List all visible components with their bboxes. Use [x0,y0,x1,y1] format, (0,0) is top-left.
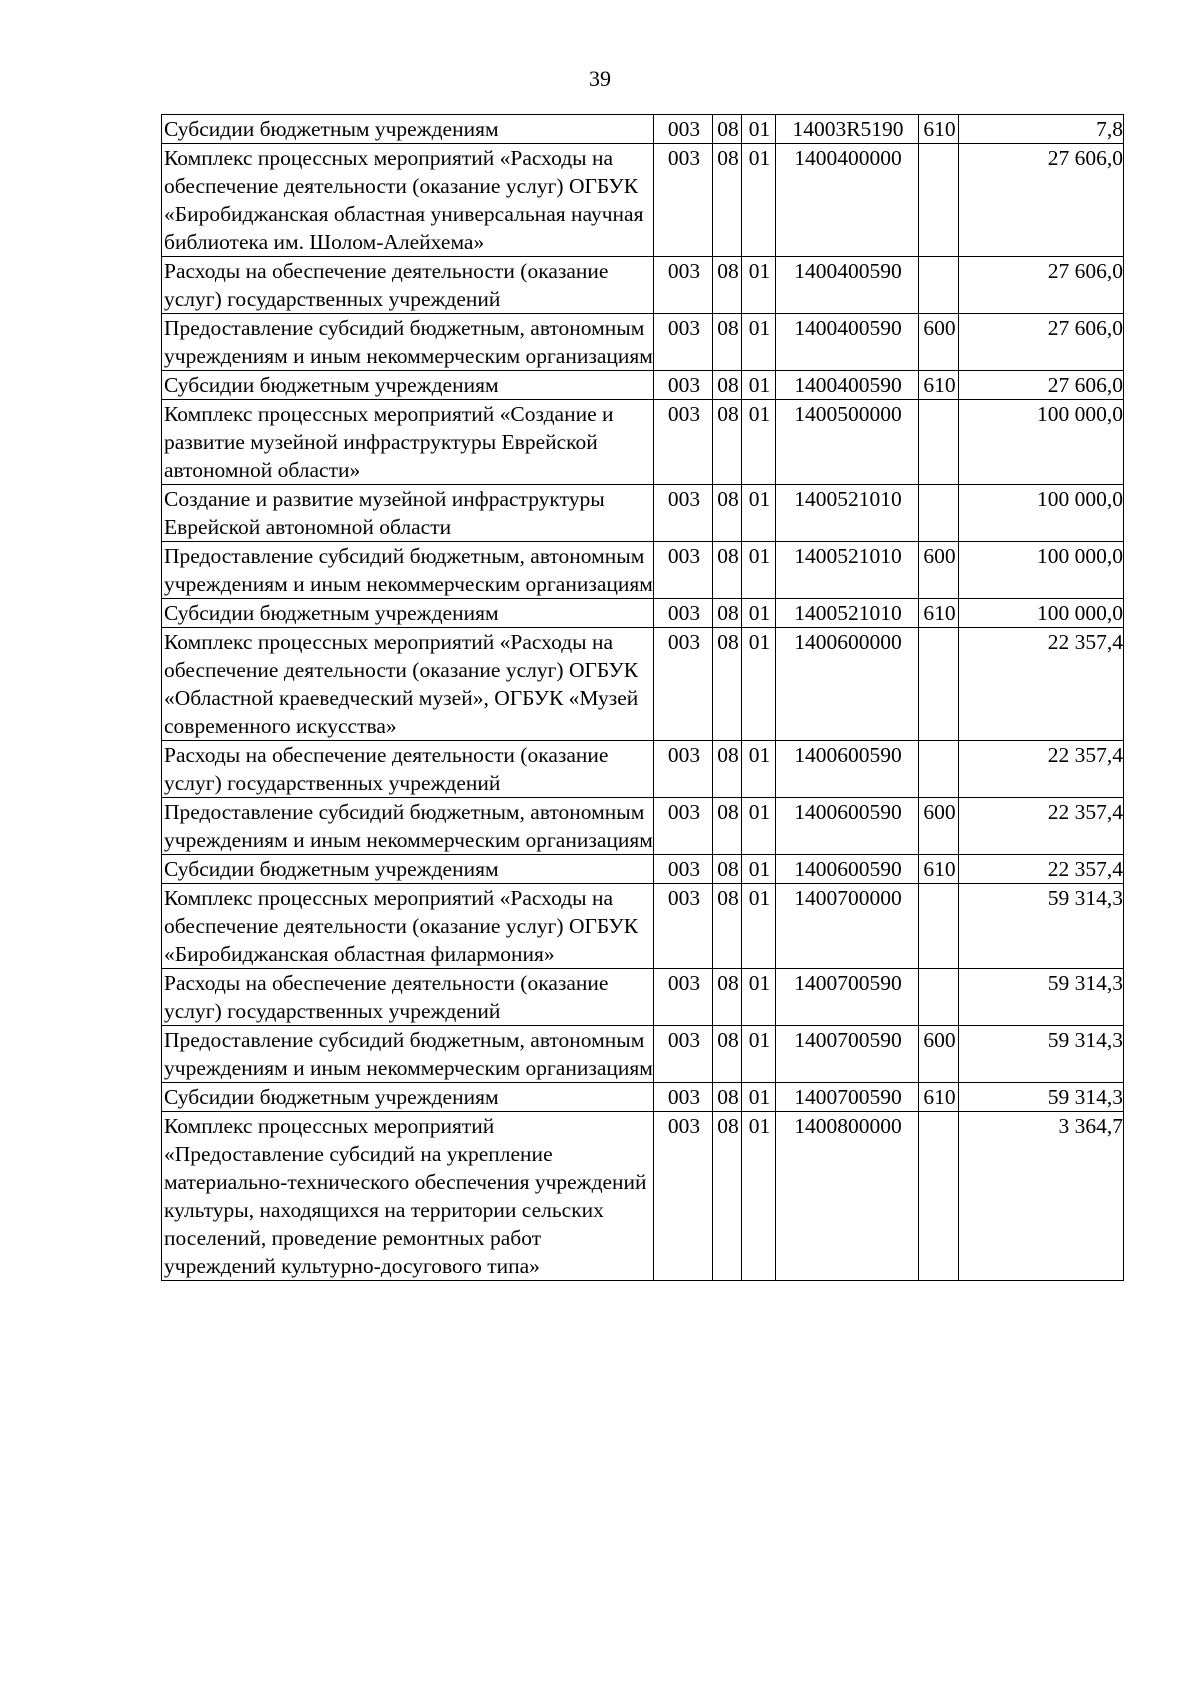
amount-cell: 59 314,3 [959,1026,1124,1083]
expense-name-cell: Расходы на обеспечение деятельности (оказание услуг) государственных учреждений [162,741,654,798]
amount-cell: 7,8 [959,115,1124,144]
section-code-cell: 08 [713,798,742,855]
subsection-code-cell: 01 [742,1112,776,1281]
expense-kind-cell [919,144,959,257]
subsection-code-cell: 01 [742,1083,776,1112]
expense-name-cell: Предоставление субсидий бюджетным, автономным учреждениям и иным некоммерческим организациям [162,798,654,855]
amount-cell: 100 000,0 [959,599,1124,628]
admin-code-cell: 003 [654,741,713,798]
table-row [162,1112,1124,1281]
admin-code-cell: 003 [654,542,713,599]
budget-table [161,114,1124,1281]
section-code-cell: 08 [713,969,742,1026]
expense-kind-cell [919,1112,959,1281]
admin-code-cell: 003 [654,485,713,542]
subsection-code-cell: 01 [742,542,776,599]
target-article-cell: 1400700000 [776,884,919,969]
table-row [162,115,1124,144]
expense-kind-cell: 600 [919,542,959,599]
section-code-cell: 08 [713,144,742,257]
target-article-cell: 1400700590 [776,969,919,1026]
target-article-cell: 1400700590 [776,1026,919,1083]
table-row [162,400,1124,485]
target-article-cell: 1400600000 [776,628,919,741]
target-article-cell: 14003R5190 [776,115,919,144]
admin-code-cell: 003 [654,144,713,257]
target-article-cell: 1400400590 [776,371,919,400]
admin-code-cell: 003 [654,855,713,884]
expense-name-cell: Субсидии бюджетным учреждениям [162,1083,654,1112]
section-code-cell: 08 [713,1026,742,1083]
section-code-cell: 08 [713,371,742,400]
admin-code-cell: 003 [654,884,713,969]
expense-name-cell: Комплекс процессных мероприятий «Расходы на обеспечение деятельности (оказание услуг) ОГБУК «Биробиджанская областная филармония» [162,884,654,969]
expense-kind-cell [919,884,959,969]
admin-code-cell: 003 [654,1112,713,1281]
table-row [162,884,1124,969]
section-code-cell: 08 [713,628,742,741]
table-row [162,144,1124,257]
amount-cell: 27 606,0 [959,257,1124,314]
table-row [162,1083,1124,1112]
amount-cell: 22 357,4 [959,741,1124,798]
admin-code-cell: 003 [654,314,713,371]
amount-cell: 100 000,0 [959,400,1124,485]
expense-kind-cell [919,485,959,542]
table-row [162,257,1124,314]
table-row [162,1026,1124,1083]
admin-code-cell: 003 [654,969,713,1026]
section-code-cell: 08 [713,884,742,969]
table-row [162,599,1124,628]
expense-kind-cell: 610 [919,855,959,884]
table-row [162,798,1124,855]
target-article-cell: 1400400590 [776,314,919,371]
expense-name-cell: Субсидии бюджетным учреждениям [162,115,654,144]
table-row [162,371,1124,400]
subsection-code-cell: 01 [742,314,776,371]
expense-name-cell: Комплекс процессных мероприятий «Расходы на обеспечение деятельности (оказание услуг) ОГБУК «Биробиджанская областная универсальная научная библиотека им. Шолом-Алейхема» [162,144,654,257]
target-article-cell: 1400800000 [776,1112,919,1281]
subsection-code-cell: 01 [742,855,776,884]
subsection-code-cell: 01 [742,884,776,969]
amount-cell: 22 357,4 [959,798,1124,855]
amount-cell: 100 000,0 [959,485,1124,542]
admin-code-cell: 003 [654,257,713,314]
subsection-code-cell: 01 [742,144,776,257]
table-row [162,485,1124,542]
section-code-cell: 08 [713,542,742,599]
table-row [162,542,1124,599]
target-article-cell: 1400400590 [776,257,919,314]
admin-code-cell: 003 [654,798,713,855]
expense-kind-cell: 610 [919,599,959,628]
target-article-cell: 1400600590 [776,741,919,798]
table-row [162,855,1124,884]
expense-name-cell: Расходы на обеспечение деятельности (оказание услуг) государственных учреждений [162,969,654,1026]
expense-kind-cell: 610 [919,371,959,400]
target-article-cell: 1400521010 [776,485,919,542]
subsection-code-cell: 01 [742,257,776,314]
admin-code-cell: 003 [654,599,713,628]
subsection-code-cell: 01 [742,1026,776,1083]
amount-cell: 27 606,0 [959,314,1124,371]
section-code-cell: 08 [713,485,742,542]
expense-kind-cell [919,257,959,314]
expense-name-cell: Комплекс процессных мероприятий «Предоставление субсидий на укрепление материально-технического обеспечения учреждений культуры, находящихся на территории сельских поселений, проведение ремонтных работ учреждений культурно-досугового типа» [162,1112,654,1281]
admin-code-cell: 003 [654,400,713,485]
subsection-code-cell: 01 [742,485,776,542]
amount-cell: 27 606,0 [959,371,1124,400]
expense-kind-cell: 610 [919,1083,959,1112]
expense-kind-cell: 600 [919,314,959,371]
expense-name-cell: Комплекс процессных мероприятий «Расходы на обеспечение деятельности (оказание услуг) ОГБУК «Областной краеведческий музей», ОГБУК «Музей современного искусства» [162,628,654,741]
amount-cell: 59 314,3 [959,884,1124,969]
target-article-cell: 1400400000 [776,144,919,257]
expense-kind-cell [919,628,959,741]
target-article-cell: 1400521010 [776,542,919,599]
subsection-code-cell: 01 [742,628,776,741]
expense-name-cell: Предоставление субсидий бюджетным, автономным учреждениям и иным некоммерческим организациям [162,1026,654,1083]
section-code-cell: 08 [713,855,742,884]
expense-name-cell: Субсидии бюджетным учреждениям [162,371,654,400]
expense-name-cell: Предоставление субсидий бюджетным, автономным учреждениям и иным некоммерческим организациям [162,314,654,371]
expense-name-cell: Создание и развитие музейной инфраструктуры Еврейской автономной области [162,485,654,542]
subsection-code-cell: 01 [742,371,776,400]
page-number: 39 [589,66,611,91]
section-code-cell: 08 [713,115,742,144]
expense-name-cell: Расходы на обеспечение деятельности (оказание услуг) государственных учреждений [162,257,654,314]
section-code-cell: 08 [713,741,742,798]
expense-name-cell: Комплекс процессных мероприятий «Создание и развитие музейной инфраструктуры Еврейской автономной области» [162,400,654,485]
target-article-cell: 1400600590 [776,798,919,855]
section-code-cell: 08 [713,257,742,314]
table-row [162,969,1124,1026]
target-article-cell: 1400521010 [776,599,919,628]
table-row [162,741,1124,798]
subsection-code-cell: 01 [742,741,776,798]
amount-cell: 59 314,3 [959,1083,1124,1112]
section-code-cell: 08 [713,1112,742,1281]
amount-cell: 3 364,7 [959,1112,1124,1281]
expense-kind-cell [919,400,959,485]
target-article-cell: 1400500000 [776,400,919,485]
target-article-cell: 1400700590 [776,1083,919,1112]
amount-cell: 22 357,4 [959,628,1124,741]
admin-code-cell: 003 [654,371,713,400]
admin-code-cell: 003 [654,115,713,144]
table-row [162,628,1124,741]
target-article-cell: 1400600590 [776,855,919,884]
subsection-code-cell: 01 [742,969,776,1026]
amount-cell: 59 314,3 [959,969,1124,1026]
expense-name-cell: Предоставление субсидий бюджетным, автономным учреждениям и иным некоммерческим организациям [162,542,654,599]
section-code-cell: 08 [713,400,742,485]
section-code-cell: 08 [713,599,742,628]
subsection-code-cell: 01 [742,400,776,485]
amount-cell: 22 357,4 [959,855,1124,884]
expense-kind-cell: 600 [919,1026,959,1083]
section-code-cell: 08 [713,314,742,371]
subsection-code-cell: 01 [742,115,776,144]
amount-cell: 27 606,0 [959,144,1124,257]
section-code-cell: 08 [713,1083,742,1112]
amount-cell: 100 000,0 [959,542,1124,599]
expense-name-cell: Субсидии бюджетным учреждениям [162,855,654,884]
subsection-code-cell: 01 [742,798,776,855]
expense-name-cell: Субсидии бюджетным учреждениям [162,599,654,628]
expense-kind-cell [919,741,959,798]
expense-kind-cell: 610 [919,115,959,144]
admin-code-cell: 003 [654,1026,713,1083]
expense-kind-cell [919,969,959,1026]
admin-code-cell: 003 [654,1083,713,1112]
table-row [162,314,1124,371]
admin-code-cell: 003 [654,628,713,741]
expense-kind-cell: 600 [919,798,959,855]
subsection-code-cell: 01 [742,599,776,628]
